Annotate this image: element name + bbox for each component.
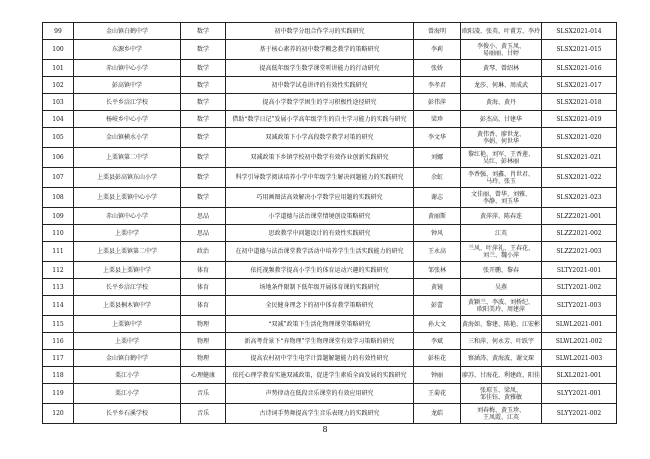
members-cell: 黄琴、曾绍林 [461,60,542,77]
table-row [43,77,617,94]
leader-cell: 王菊花 [414,384,461,404]
table-body [43,23,617,424]
topic-cell: 科学引导数学阅读培养小学中年级学生解决问题能力的实践研究 [226,168,414,188]
leader-cell: 黄丽斯 [414,208,461,225]
topic-cell: 初中数学试卷讲评的有效性实践研究 [226,77,414,94]
subject-cell: 物理 [181,316,226,333]
row-number: 117 [43,350,74,367]
row-number: 99 [43,23,74,40]
members-cell: 黄伟香、廖世龙、 李娟、何世华 [461,128,542,148]
subject-cell: 物理 [181,333,226,350]
school-cell: 上栗镇中学 [74,316,181,333]
subject-cell: 音乐 [181,404,226,424]
code-cell: SLSX2021-018 [542,94,617,111]
code-cell: SLSX2021-016 [542,60,617,77]
members-cell: 三和萍、何永芳、叶跃宇 [461,333,542,350]
members-cell: 彭杰高、甘建华 [461,111,542,128]
school-cell: 金山镇白鹤中学 [74,350,181,367]
topic-cell: 巧用画图法高效解决小学数学应用题的实践研究 [226,188,414,208]
code-cell: SLYY2021-002 [542,404,617,424]
school-cell: 长平乡涪江学校 [74,279,181,296]
school-cell: 长平乡石溪学校 [74,404,181,424]
topic-cell: 在初中道德与法治课堂教学活动中培养学生生活实践能力的研究 [226,242,414,262]
topic-cell: 场地条件限制下低年级开展体育课的实践研究 [226,279,414,296]
members-cell: 黄颖兰、李波、刘桥纪、 欧阳美玲、周建萍 [461,296,542,316]
school-cell: 栗江小学 [74,367,181,384]
subject-cell: 音乐 [181,384,226,404]
subject-cell: 思品 [181,208,226,225]
row-number: 120 [43,404,74,424]
code-cell: SLSX2021-022 [542,168,617,188]
topic-cell: 全民健身理念下的初中体育教学策略研究 [226,296,414,316]
leader-cell: 孙大文 [414,316,461,333]
school-cell: 上栗县上栗镇中学 [74,262,181,279]
code-cell: SLZZ2021-003 [542,242,617,262]
page-number: 8 [322,425,328,434]
row-number: 105 [43,128,74,148]
leader-cell: 钟风 [414,225,461,242]
subject-cell: 数学 [181,60,226,77]
school-cell: 栗江小学 [74,384,181,404]
table-row [43,225,617,242]
leader-cell: 曾海明 [414,23,461,40]
school-cell: 金山镇白鹤中学 [74,23,181,40]
row-number: 100 [43,40,74,60]
subject-cell: 数学 [181,188,226,208]
subject-cell: 数学 [181,168,226,188]
subject-cell: 数学 [181,111,226,128]
table-row [43,128,617,148]
school-cell: 上栗县上栗镇中心小学 [74,188,181,208]
topic-cell: 新高考背景下“弃物理”学生物理课堂有效学习策略的研究 [226,333,414,350]
code-cell: SLSX2021-021 [542,148,617,168]
leader-cell: 李孝君 [414,77,461,94]
subject-cell: 数学 [181,77,226,94]
members-cell: 江英 [461,225,542,242]
topic-cell: 古诗词手势舞提高学生音乐表现力的实践研究 [226,404,414,424]
code-cell: SLXL2021-001 [542,367,617,384]
row-number: 113 [43,279,74,296]
table-row [43,367,617,384]
row-number: 118 [43,367,74,384]
school-cell: 赤山镇中心小学 [74,208,181,225]
school-cell: 上栗县彭高镇东山小学 [74,168,181,188]
members-cell: 李俊小、黄玉凤、 易丽丽、甘婷 [461,40,542,60]
row-number: 112 [43,262,74,279]
leader-cell: 彭桂花 [414,350,461,367]
topic-cell: 依托视频教学提高小学生的体育运动兴趣的实践研究 [226,262,414,279]
topic-cell: 初中数学分组合作学习的实践研究 [226,23,414,40]
subject-cell: 数学 [181,40,226,60]
subject-cell: 物理 [181,350,226,367]
code-cell: SLTY2021-001 [542,262,617,279]
table-row [43,384,617,404]
table-row [43,350,617,367]
subject-cell: 数学 [181,148,226,168]
row-number: 108 [43,188,74,208]
code-cell: SLTY2021-003 [542,296,617,316]
subject-cell: 体育 [181,262,226,279]
code-cell: SLSX2021-017 [542,77,617,94]
table-row [43,40,617,60]
members-cell: 黄海、黄丹 [461,94,542,111]
code-cell: SLSX2021-015 [542,40,617,60]
members-cell: 黄萍萍、陈春连 [461,208,542,225]
code-cell: SLSX2021-014 [542,23,617,40]
subject-cell: 数学 [181,94,226,111]
leader-cell: 钟丽 [414,367,461,384]
school-cell: 上栗镇第二中学 [74,148,181,168]
leader-cell: 余虹 [414,168,461,188]
row-number: 103 [43,94,74,111]
leader-cell: 李莉 [414,40,461,60]
table-row [43,188,617,208]
table-row [43,262,617,279]
code-cell: SLYY2021-001 [542,384,617,404]
topic-cell: 双减政策下小学高段数学教学对策的研究 [226,128,414,148]
table-row [43,60,617,77]
topic-cell: 借助“数学日记”发展小学高年级学生的自主学习能力的实践与研究 [226,111,414,128]
members-cell: 欧阳凌、张英、叶甫芳、李玲 [461,23,542,40]
row-number: 115 [43,316,74,333]
table-row [43,404,617,424]
subject-cell: 心理健康 [181,367,226,384]
code-cell: SLSX2021-023 [542,188,617,208]
members-cell: 廖苏、甘海花、利建政、阳佳 [461,367,542,384]
leader-cell: 彭伟萍 [414,94,461,111]
topic-cell: 思政教学中问题设计的有效性实践研究 [226,225,414,242]
topic-cell: 依托心理学教育实施双减政策，促进学生素质全面发展的实践研究 [226,367,414,384]
code-cell: SLWL2021-003 [542,350,617,367]
topic-cell: 基于核心素养的初中数学概念教学的策略研究 [226,40,414,60]
leader-cell: 李文华 [414,128,461,148]
project-table [42,22,617,424]
table-row [43,148,617,168]
row-number: 119 [43,384,74,404]
code-cell: SLWL2021-001 [542,316,617,333]
table-row [43,279,617,296]
members-cell: 李香强、刘鑫、肖世君、 马玲、张玉 [461,168,542,188]
leader-cell: 王永高 [414,242,461,262]
members-cell: 龙莎、何琳、周成武 [461,77,542,94]
row-number: 109 [43,208,74,225]
table-row [43,168,617,188]
table-row [43,296,617,316]
members-cell: 张琼玉、梁凤、 邹佳钰、黄雅敏 [461,384,542,404]
leader-cell: 黄镜 [414,279,461,296]
school-cell: 上栗县桐木镇中学 [74,296,181,316]
leader-cell: 彭蕾 [414,296,461,316]
row-number: 111 [43,242,74,262]
code-cell: SLWL2021-002 [542,333,617,350]
subject-cell: 数学 [181,23,226,40]
subject-cell: 政治 [181,242,226,262]
table-row [43,94,617,111]
school-cell: 长平乡涪江学校 [74,94,181,111]
leader-cell: 张娇 [414,60,461,77]
row-number: 102 [43,77,74,94]
row-number: 116 [43,333,74,350]
members-cell: 刘春梅、黄玉珍、 王凤霞、江英 [461,404,542,424]
table-row [43,111,617,128]
members-cell: 张开鹏、黎春 [461,262,542,279]
school-cell: 东源乡中学 [74,40,181,60]
members-cell: 文佳丽、曾华、刘雅、 李静、刘玉华 [461,188,542,208]
subject-cell: 体育 [181,279,226,296]
subject-cell: 思品 [181,225,226,242]
table-row [43,23,617,40]
code-cell: SLSX2021-020 [542,128,617,148]
topic-cell: 提高小学数学学困生的学习积极性途径研究 [226,94,414,111]
subject-cell: 体育 [181,296,226,316]
row-number: 110 [43,225,74,242]
table-row [43,316,617,333]
members-cell: 黎红艳、刘军、王香莲、 吴红、彭林丽 [461,148,542,168]
school-cell: 上栗中学 [74,333,181,350]
code-cell: SLZZ2021-002 [542,225,617,242]
school-cell: 金山镇横水小学 [74,128,181,148]
members-cell: 吴燕 [461,279,542,296]
row-number: 114 [43,296,74,316]
row-number: 104 [43,111,74,128]
topic-cell: 声势律动在低段音乐课堂的有效应用研究 [226,384,414,404]
topic-cell: “双减”政策下生活化物理课堂策略研究 [226,316,414,333]
row-number: 101 [43,60,74,77]
leader-cell: 谢志 [414,188,461,208]
members-cell: 察涵涛、黄海波、谢文琛 [461,350,542,367]
school-cell: 上栗中学 [74,225,181,242]
members-cell: 兰风、叶萍礼、王春花、 刘兰、魏小萍 [461,242,542,262]
topic-cell: 小学道德与法治课堂情境创设策略研究 [226,208,414,225]
leader-cell: 邹张林 [414,262,461,279]
leader-cell: 龙皓 [414,404,461,424]
table-row [43,333,617,350]
school-cell: 上栗县上栗镇第二中学 [74,242,181,262]
topic-cell: 双减政策下乡镇学校初中数学有效作业创新实践研究 [226,148,414,168]
subject-cell: 数学 [181,128,226,148]
leader-cell: 刘娜 [414,148,461,168]
code-cell: SLZZ2021-001 [542,208,617,225]
leader-cell: 梁珍 [414,111,461,128]
school-cell: 杨岐乡中心小学 [74,111,181,128]
code-cell: SLTY2021-002 [542,279,617,296]
table-row [43,242,617,262]
school-cell: 赤山镇中心小学 [74,60,181,77]
topic-cell: 提高低年级学生数学课堂听讲能力的行动研究 [226,60,414,77]
row-number: 106 [43,148,74,168]
leader-cell: 李斌 [414,333,461,350]
code-cell: SLSX2021-019 [542,111,617,128]
topic-cell: 提高农村初中学生电学计算题解题能力的有效性研究 [226,350,414,367]
row-number: 107 [43,168,74,188]
members-cell: 黄海如、黎建、陈艳、江宏彬 [461,316,542,333]
school-cell: 彭高镇中学 [74,77,181,94]
table-row [43,208,617,225]
